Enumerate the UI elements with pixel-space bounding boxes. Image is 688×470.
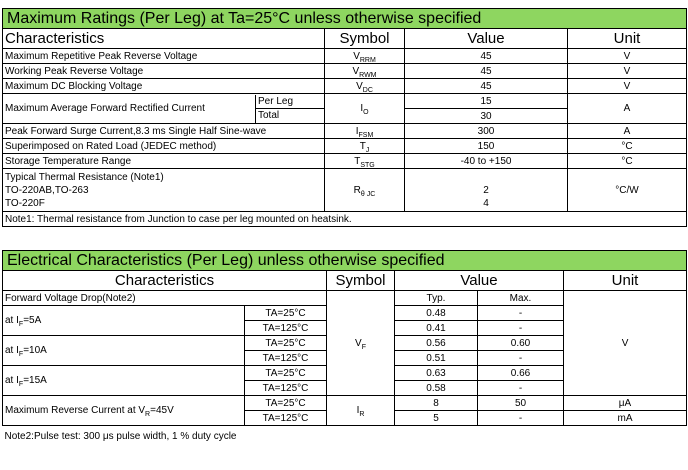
- row-label: at $I_F=5A$: [3, 306, 245, 336]
- unit-cell: °C: [568, 154, 687, 169]
- ta-cell: TA=125°C: [245, 411, 327, 426]
- row-label: Typical Thermal Resistance (Note1): [5, 171, 164, 183]
- ta-cell: TA=125°C: [245, 381, 327, 396]
- row-label: Superimposed on Rated Load (JEDEC method): [3, 139, 325, 154]
- unit-cell: °C/W: [568, 169, 687, 212]
- row-label: Maximum Repetitive Peak Reverse Voltage: [3, 49, 325, 64]
- row-vdc: [3, 79, 687, 94]
- max-cell: -: [478, 306, 564, 321]
- max-cell: -: [478, 381, 564, 396]
- ta-cell: TA=125°C: [245, 321, 327, 336]
- header-characteristics: Characteristics: [3, 271, 327, 291]
- io-sub-per-leg: Per Leg: [256, 95, 324, 109]
- max-cell: -: [478, 321, 564, 336]
- unit-cell: °C: [568, 139, 687, 154]
- electrical-table: [2, 250, 687, 443]
- symbol-cell-vf: $V_F$: [327, 291, 395, 396]
- max-cell: -: [478, 351, 564, 366]
- row-vrrm: [3, 49, 687, 64]
- value-cell: 45: [405, 64, 568, 79]
- row-tj: [3, 139, 687, 154]
- row-io: [3, 94, 687, 109]
- max-cell: 0.60: [478, 336, 564, 351]
- max-ratings-title: Maximum Ratings (Per Leg) at Ta=25°C unless otherwise specified: [3, 9, 687, 29]
- value-cell: [405, 169, 568, 212]
- row-ir-25: [3, 396, 687, 411]
- typ-cell: 0.63: [395, 366, 478, 381]
- typ-cell: 0.58: [395, 381, 478, 396]
- header-symbol: Symbol: [325, 29, 405, 49]
- note1: Note1: Thermal resistance from Junction to case per leg mounted on heatsink.: [3, 212, 687, 227]
- row-label: Storage Temperature Range: [3, 154, 325, 169]
- symbol-cell: $V_{DC}$: [325, 79, 405, 94]
- row-ifsm: [3, 124, 687, 139]
- symbol-cell: $T_{STG}$: [325, 154, 405, 169]
- header-unit: Unit: [564, 271, 687, 291]
- row-rth: [3, 169, 687, 212]
- typ-cell: 0.48: [395, 306, 478, 321]
- symbol-cell: $V_{RRM}$: [325, 49, 405, 64]
- value-cell: 300: [405, 124, 568, 139]
- unit-cell: mA: [564, 411, 687, 426]
- row-label: Maximum Reverse Current at $V_R=45V$: [3, 396, 245, 426]
- unit-cell: A: [568, 94, 687, 124]
- typ-cell: 0.41: [395, 321, 478, 336]
- symbol-cell: $T_J$: [325, 139, 405, 154]
- value-to220f: 4: [483, 197, 489, 209]
- unit-cell: V: [568, 49, 687, 64]
- value-cell: 45: [405, 79, 568, 94]
- typ-cell: 8: [395, 396, 478, 411]
- row-vf-header: [3, 291, 687, 306]
- col-typ: Typ.: [395, 291, 478, 306]
- symbol-cell: $I_{FSM}$: [325, 124, 405, 139]
- ta-cell: TA=25°C: [245, 396, 327, 411]
- symbol-cell: $I_O$: [325, 94, 405, 124]
- row-vrwm: [3, 64, 687, 79]
- row-label: at $I_F=15A$: [3, 366, 245, 396]
- electrical-title: Electrical Characteristics (Per Leg) unless otherwise specified: [3, 251, 687, 271]
- header-unit: Unit: [568, 29, 687, 49]
- symbol-cell: $V_{RWM}$: [325, 64, 405, 79]
- header-value: Value: [405, 29, 568, 49]
- ta-cell: TA=25°C: [245, 306, 327, 321]
- value-cell: 150: [405, 139, 568, 154]
- row-label-rth: [3, 169, 325, 212]
- typ-cell: 0.56: [395, 336, 478, 351]
- row-tstg: [3, 154, 687, 169]
- col-max: Max.: [478, 291, 564, 306]
- package-to220ab: TO-220AB,TO-263: [5, 184, 89, 196]
- row-label: Working Peak Reverse Voltage: [3, 64, 325, 79]
- unit-cell: V: [568, 79, 687, 94]
- unit-cell-vf: V: [564, 291, 687, 396]
- row-label: at $I_F=10A$: [3, 336, 245, 366]
- row-label: Peak Forward Surge Current,8.3 ms Single Half Sine-wave: [3, 124, 325, 139]
- value-cell: -40 to +150: [405, 154, 568, 169]
- value-cell: 15: [405, 94, 568, 109]
- header-symbol: Symbol: [327, 271, 395, 291]
- typ-cell: 0.51: [395, 351, 478, 366]
- row-label: Forward Voltage Drop(Note2): [3, 291, 327, 306]
- package-to220f: TO-220F: [5, 197, 45, 209]
- typ-cell: 5: [395, 411, 478, 426]
- unit-cell: A: [568, 124, 687, 139]
- unit-cell: μA: [564, 396, 687, 411]
- max-ratings-table: [2, 8, 687, 227]
- header-characteristics: Characteristics: [3, 29, 325, 49]
- max-cell: -: [478, 411, 564, 426]
- header-value: Value: [395, 271, 564, 291]
- io-sub-total: Total: [258, 109, 280, 121]
- row-label-io: [3, 94, 325, 124]
- io-subcells: [255, 95, 324, 123]
- note2: Note2:Pulse test: 300 μs pulse width, 1 % duty cycle: [4, 430, 237, 442]
- ta-cell: TA=25°C: [245, 366, 327, 381]
- value-cell: 30: [405, 109, 568, 124]
- value-cell: 45: [405, 49, 568, 64]
- unit-cell: V: [568, 64, 687, 79]
- ta-cell: TA=125°C: [245, 351, 327, 366]
- max-cell: 0.66: [478, 366, 564, 381]
- max-cell: 50: [478, 396, 564, 411]
- symbol-cell: $R_{\theta JC}$: [325, 169, 405, 212]
- value-to220ab: 2: [483, 184, 489, 196]
- ta-cell: TA=25°C: [245, 336, 327, 351]
- row-label: Maximum DC Blocking Voltage: [3, 79, 325, 94]
- row-label: Maximum Average Forward Rectified Current: [5, 103, 205, 114]
- symbol-cell-ir: $I_R$: [327, 396, 395, 426]
